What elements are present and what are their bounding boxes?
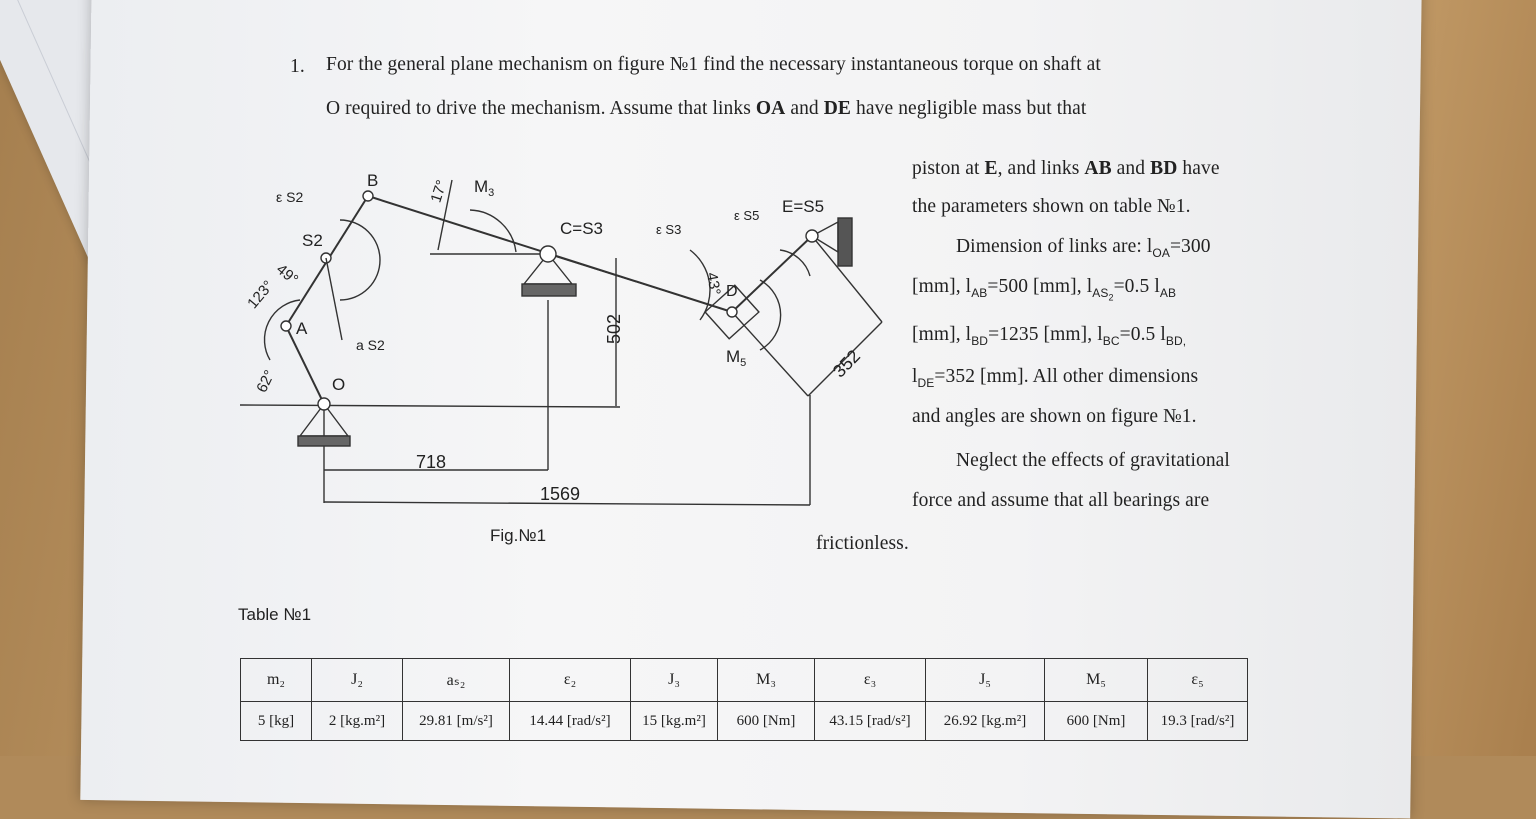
table-cell: 600 [Nm] (718, 702, 815, 741)
table-header-cell: ε₃ (815, 659, 926, 702)
label-C: C=S3 (560, 219, 603, 238)
table-header-cell: aₛ₂ (403, 659, 510, 702)
label-angle-62: 62° (253, 367, 279, 396)
label-eps-s5: ε S5 (734, 208, 760, 223)
table-cell: 14.44 [rad/s²] (510, 702, 631, 741)
problem-intro-line2: O required to drive the mechanism. Assume that links OA and DE have negligible mass but that (326, 98, 1087, 119)
problem-right-line1: piston at E, and links AB and BD have (912, 158, 1220, 179)
table-cell: 5 [kg] (241, 702, 312, 741)
table-header-cell: ε₂ (510, 659, 631, 702)
label-A: A (296, 319, 308, 338)
label-B: B (367, 171, 379, 190)
label-eps-s3: ε S3 (656, 222, 682, 237)
problem-right-line3: Dimension of links are: $l_{OA}=300$ (956, 236, 1211, 260)
table-header-row (241, 659, 1248, 702)
label-E: E=S5 (782, 197, 825, 216)
problem-right-line5: [mm], $l_{BD}=1235$ [mm], $l_{BC}=0.5$ $l_{BD,}$ (912, 324, 1187, 348)
label-O: O (332, 375, 346, 394)
table-cell: 2 [kg.m²] (312, 702, 403, 741)
label-a-s2: a S2 (356, 337, 385, 353)
figure-caption: Fig.№1 (490, 526, 547, 545)
table-cell: 19.3 [rad/s²] (1148, 702, 1248, 741)
problem-intro-line1: For the general plane mechanism on figure №1 find the necessary instantaneous torque on shaft at (326, 54, 1101, 75)
table-header-cell: ε₅ (1148, 659, 1248, 702)
table-cell: 600 [Nm] (1045, 702, 1148, 741)
label-eps-s2: ε S2 (276, 189, 304, 205)
table-cell: 43.15 [rad/s²] (815, 702, 926, 741)
label-M3: $M_3$ (474, 177, 495, 199)
label-dim-1569: 1569 (540, 484, 581, 504)
table-header-cell: J₂ (312, 659, 403, 702)
label-angle-49: 49° (272, 260, 302, 289)
label-angle-17: 17° (427, 177, 451, 205)
label-S2: S2 (302, 231, 323, 250)
problem-right-line9: force and assume that all bearings are (912, 490, 1210, 511)
table-header-cell: m₂ (241, 659, 312, 702)
label-angle-123: 123° (244, 277, 278, 313)
table-cell: 29.81 [m/s²] (403, 702, 510, 741)
problem-number: 1. (290, 56, 305, 77)
problem-right-line10: frictionless. (816, 533, 909, 554)
label-D: D (726, 283, 738, 300)
problem-right-line8: Neglect the effects of gravitational (956, 450, 1230, 471)
table-cell: 26.92 [kg.m²] (926, 702, 1045, 741)
label-angle-43: 43° (702, 271, 724, 297)
label-dim-502: 502 (604, 313, 624, 344)
table-header-cell: J₃ (631, 659, 718, 702)
problem-right-line4: [mm], $l_{AB}=500$ [mm], $l_{AS_2}=0.5$ $l_{AB}$ (912, 276, 1177, 303)
table-title: Table №1 (238, 605, 312, 624)
table-header-cell: M₃ (718, 659, 815, 702)
table-cell: 15 [kg.m²] (631, 702, 718, 741)
parameters-table (240, 658, 1248, 741)
table-header-cell: M₅ (1045, 659, 1148, 702)
table-row (241, 702, 1248, 741)
problem-right-line2: the parameters shown on table №1. (912, 196, 1191, 217)
problem-right-line6: $l_{DE}=352$ [mm]. All other dimensions (912, 366, 1199, 390)
table-header-cell: J₅ (926, 659, 1045, 702)
label-dim-352: 352 (828, 345, 865, 382)
label-M5: $M_5$ (726, 347, 747, 369)
label-dim-718: 718 (416, 452, 447, 472)
problem-right-line7: and angles are shown on figure №1. (912, 406, 1197, 427)
